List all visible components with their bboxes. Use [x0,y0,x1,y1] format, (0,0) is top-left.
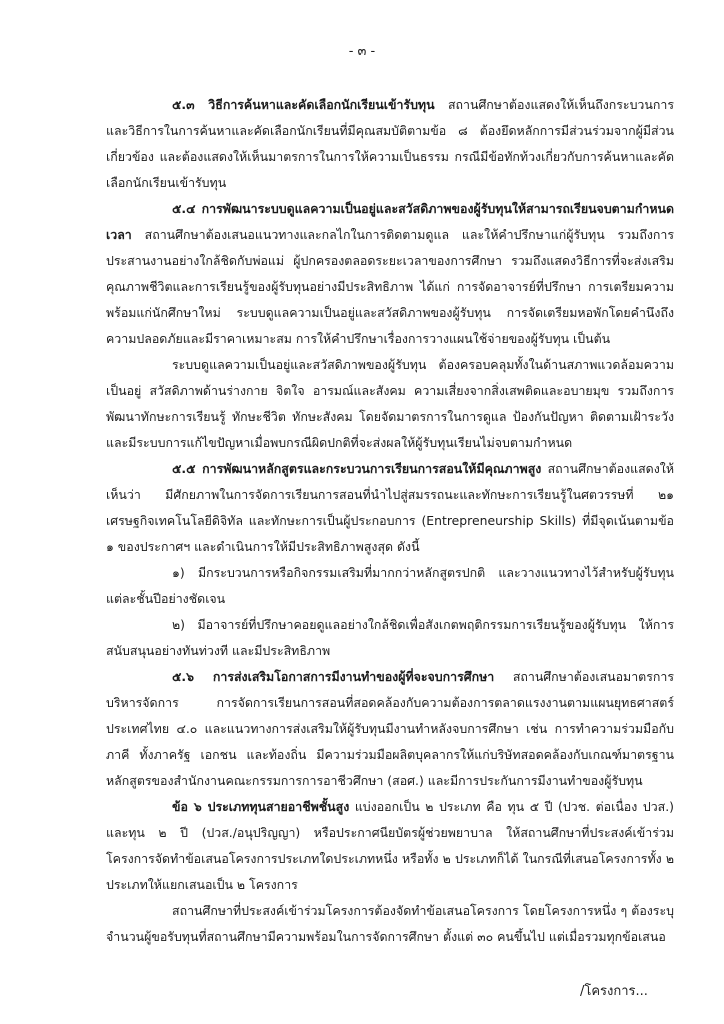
paragraph-clause-6 [106,794,674,898]
section-heading: ๕.๔ การพัฒนาระบบดูแลความเป็นอยู่และสวัสดิภาพของผู้รับทุนให้สามารถเรียนจบตามกำหนดเวลา [106,201,674,242]
paragraph-5-3 [106,92,674,196]
document-body [106,92,674,950]
paragraph-text: สถานศึกษาต้องแสดงให้เห็นถึงกระบวนการและวิธีการในการค้นหาและคัดเลือกนักเรียนที่มีคุณสมบัติตามข้อ ๘ ต้องยึดหลักการมีส่วนร่วมจากผู้มีส่วนเกี่ยวข้อง และต้องแสดงให้เห็นมาตรการในการให้ความเป็นธรรม กรณีมีข้อทักท้วงเกี่ยวกับการค้นหาและคัดเลือกนักเรียนเข้ารับทุน [106,97,674,190]
section-heading: ๕.๕ การพัฒนาหลักสูตรและกระบวนการเรียนการสอนให้มีคุณภาพสูง [172,461,542,476]
paragraph-text: สถานศึกษาต้องเสนอมาตรการบริหารจัดการ การจัดการเรียนการสอนที่สอดคล้องกับความต้องการตลาดแรงงานตามแผนยุทธศาสตร์ประเทศไทย ๔.๐ และแนวทางการส่งเสริมให้ผู้รับทุนมีงานทำหลังจบการศึกษา เช่น การทำความร่วมมือกับภาคี ทั้งภาครัฐ เอกชน และท้องถิ่น มีความร่วมมือผลิตบุคลากรให้แก่บริษัทสอดคล้องกับเกณฑ์มาตรฐานหลักสูตรของสำนักงานคณะกรรมการการอาชีวศึกษา (สอศ.) และมีการประกันการมีงานทำของผู้รับทุน [106,669,674,788]
paragraph-5-4 [106,196,674,352]
paragraph-proposal-requirements [106,898,674,950]
list-item-1 [106,560,674,612]
paragraph-5-5 [106,456,674,560]
section-heading: ๕.๖ การส่งเสริมโอกาสการมีงานทำของผู้ที่จะจบการศึกษา [172,669,495,684]
paragraph-text: สถานศึกษาที่ประสงค์เข้าร่วมโครงการต้องจัดทำข้อเสนอโครงการ โดยโครงการหนึ่ง ๆ ต้องระบุจำนวนผู้ขอรับทุนที่สถานศึกษามีความพร้อมในการจัดการศึกษา ตั้งแต่ ๓๐ คนขึ้นไป แต่เมื่อรวมทุกข้อเสนอ [106,903,674,944]
page-number: - ๓ - [348,44,376,59]
section-heading: ๕.๓ วิธีการค้นหาและคัดเลือกนักเรียนเข้ารับทุน [172,97,435,112]
list-item-2 [106,612,674,664]
list-item-text: ๒) มีอาจารย์ที่ปรึกษาคอยดูแลอย่างใกล้ชิดเพื่อสังเกตพฤติกรรมการเรียนรู้ของผู้รับทุน ให้การสนับสนุนอย่างทันท่วงที และมีประสิทธิภาพ [106,617,674,658]
paragraph-text: แบ่งออกเป็น ๒ ประเภท คือ ทุน ๕ ปี (ปวช. ต่อเนื่อง ปวส.) และทุน ๒ ปี (ปวส./อนุปริญญา) หรือประกาศนียบัตรผู้ช่วยพยาบาล ให้สถานศึกษาที่ประสงค์เข้าร่วมโครงการจัดทำข้อเสนอโครงการประเภทใดประเภทหนึ่ง หรือทั้ง ๒ ประเภทก็ได้ ในกรณีที่เสนอโครงการทั้ง ๒ ประเภทให้แยกเสนอเป็น ๒ โครงการ [106,799,674,892]
paragraph-text: ระบบดูแลความเป็นอยู่และสวัสดิภาพของผู้รับทุน ต้องครอบคลุมทั้งในด้านสภาพแวดล้อมความเป็นอยู่ สวัสดิภาพด้านร่างกาย จิตใจ อารมณ์และสังคม ความเสี่ยงจากสิ่งเสพติดและอบายมุข รวมถึงการพัฒนาทักษะการเรียนรู้ ทักษะชีวิต ทักษะสังคม โดยจัดมาตรการในการดูแล ป้องกันปัญหา ติดตามเฝ้าระวัง และมีระบบการแก้ไขปัญหาเมื่อพบกรณีผิดปกติที่จะส่งผลให้ผู้รับทุนเรียนไม่จบตามกำหนด [106,357,674,450]
paragraph-text: สถานศึกษาต้องแสดงให้เห็นว่า มีศักยภาพในการจัดการเรียนการสอนที่นำไปสู่สมรรถนะและทักษะการเรียนรู้ในศตวรรษที่ ๒๑ เศรษฐกิจเทคโนโลยีดิจิทัล และทักษะการเป็นผู้ประกอบการ (Entrepreneurship Skills) ที่มีจุดเน้นตามข้อ ๑ ของประกาศฯ และดำเนินการให้มีประสิทธิภาพสูงสุด ดังนี้ [106,461,674,554]
paragraph-text: สถานศึกษาต้องเสนอแนวทางและกลไกในการติดตามดูแล และให้คำปรึกษาแก่ผู้รับทุน รวมถึงการประสานงานอย่างใกล้ชิดกับพ่อแม่ ผู้ปกครองตลอดระยะเวลาของการศึกษา รวมถึงแสดงวิธีการที่จะส่งเสริมคุณภาพชีวิตและการเรียนรู้ของผู้รับทุนอย่างมีประสิทธิภาพ ได้แก่ การจัดอาจารย์ที่ปรึกษา การเตรียมความพร้อมแก่นักศึกษาใหม่ ระบบดูแลความเป็นอยู่และสวัสดิภาพของผู้รับทุน การจัดเตรียมหอพักโดยคำนึงถึงความปลอดภัยและมีราคาเหมาะสม การให้คำปรึกษาเรื่องการวางแผนใช้จ่ายของผู้รับทุน เป็นต้น [106,227,674,346]
continuation-marker: /โครงการ... [580,984,648,999]
list-item-text: ๑) มีกระบวนการหรือกิจกรรมเสริมที่มากกว่าหลักสูตรปกติ และวางแนวทางไว้สำหรับผู้รับทุนแต่ละชั้นปีอย่างชัดเจน [106,565,674,606]
section-heading: ข้อ ๖ ประเภททุนสายอาชีพชั้นสูง [172,799,350,814]
paragraph-5-6 [106,664,674,794]
paragraph-welfare-system [106,352,674,456]
